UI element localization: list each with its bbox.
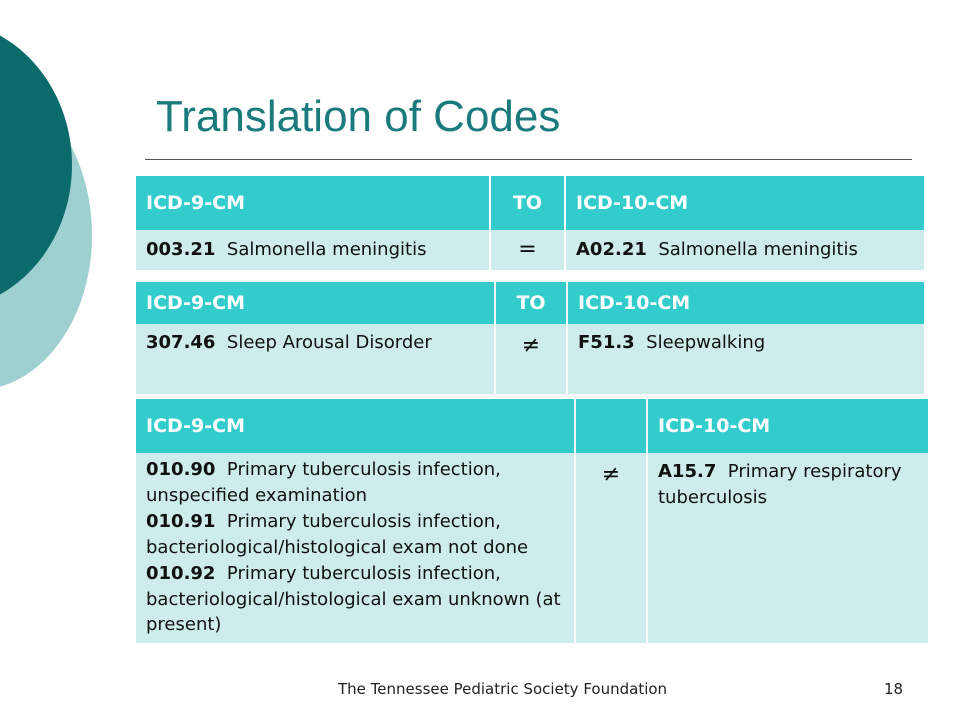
header-to: TO	[496, 282, 568, 324]
equals-symbol: =	[491, 230, 566, 270]
header-blank	[576, 399, 648, 453]
icd10-desc: Primary respiratory tuberculosis	[658, 461, 902, 509]
icd9-cell	[136, 453, 576, 643]
icd10-cell	[566, 230, 924, 270]
header-to: TO	[491, 176, 566, 230]
not-equal-symbol: ≠	[496, 324, 568, 394]
icd10-cell	[648, 453, 928, 643]
code-table-tuberculosis	[136, 399, 928, 643]
icd9-code: 010.92	[146, 562, 216, 584]
icd9-desc: Primary tuberculosis infection, unspecified examination	[146, 459, 501, 506]
header-icd9: ICD-9-CM	[136, 282, 496, 324]
icd9-entry	[146, 561, 564, 639]
table-header-row	[136, 282, 924, 324]
header-icd10: ICD-10-CM	[568, 282, 924, 324]
icd9-code: 010.91	[146, 510, 216, 532]
icd9-code: 003.21	[146, 238, 216, 260]
icd10-cell	[568, 324, 924, 394]
icd10-desc: Sleepwalking	[646, 332, 766, 353]
icd9-desc: Salmonella meningitis	[226, 238, 427, 260]
header-icd10: ICD-10-CM	[566, 176, 924, 230]
icd9-cell	[136, 324, 496, 394]
icd10-desc: Salmonella meningitis	[658, 238, 858, 260]
code-table-salmonella	[136, 176, 924, 270]
icd9-cell	[136, 230, 491, 270]
table-row	[136, 324, 924, 394]
table-header-row	[136, 176, 924, 230]
code-table-sleep	[136, 282, 924, 394]
not-equal-symbol: ≠	[576, 453, 648, 643]
icd10-code: F51.3	[578, 332, 635, 353]
table-row	[136, 453, 928, 643]
icd10-code: A15.7	[658, 461, 717, 482]
table-row	[136, 230, 924, 270]
slide-footer: The Tennessee Pediatric Society Foundation	[338, 680, 668, 698]
icd9-desc: Sleep Arousal Disorder	[226, 332, 432, 353]
icd9-desc: Primary tuberculosis infection, bacteriological/histological exam unknown (at present)	[146, 562, 561, 636]
icd9-code: 307.46	[146, 332, 216, 353]
page-number: 18	[884, 680, 904, 698]
table-header-row	[136, 399, 928, 453]
header-icd10: ICD-10-CM	[648, 399, 928, 453]
icd10-code: A02.21	[576, 238, 647, 260]
header-icd9: ICD-9-CM	[136, 399, 576, 453]
icd9-entry	[146, 509, 564, 561]
header-icd9: ICD-9-CM	[136, 176, 491, 230]
slide-title: Translation of Codes	[156, 92, 561, 141]
title-underline	[145, 159, 912, 160]
icd9-desc: Primary tuberculosis infection, bacteriological/histological exam not done	[146, 510, 529, 558]
icd9-entry	[146, 457, 564, 509]
icd9-code: 010.90	[146, 459, 216, 480]
